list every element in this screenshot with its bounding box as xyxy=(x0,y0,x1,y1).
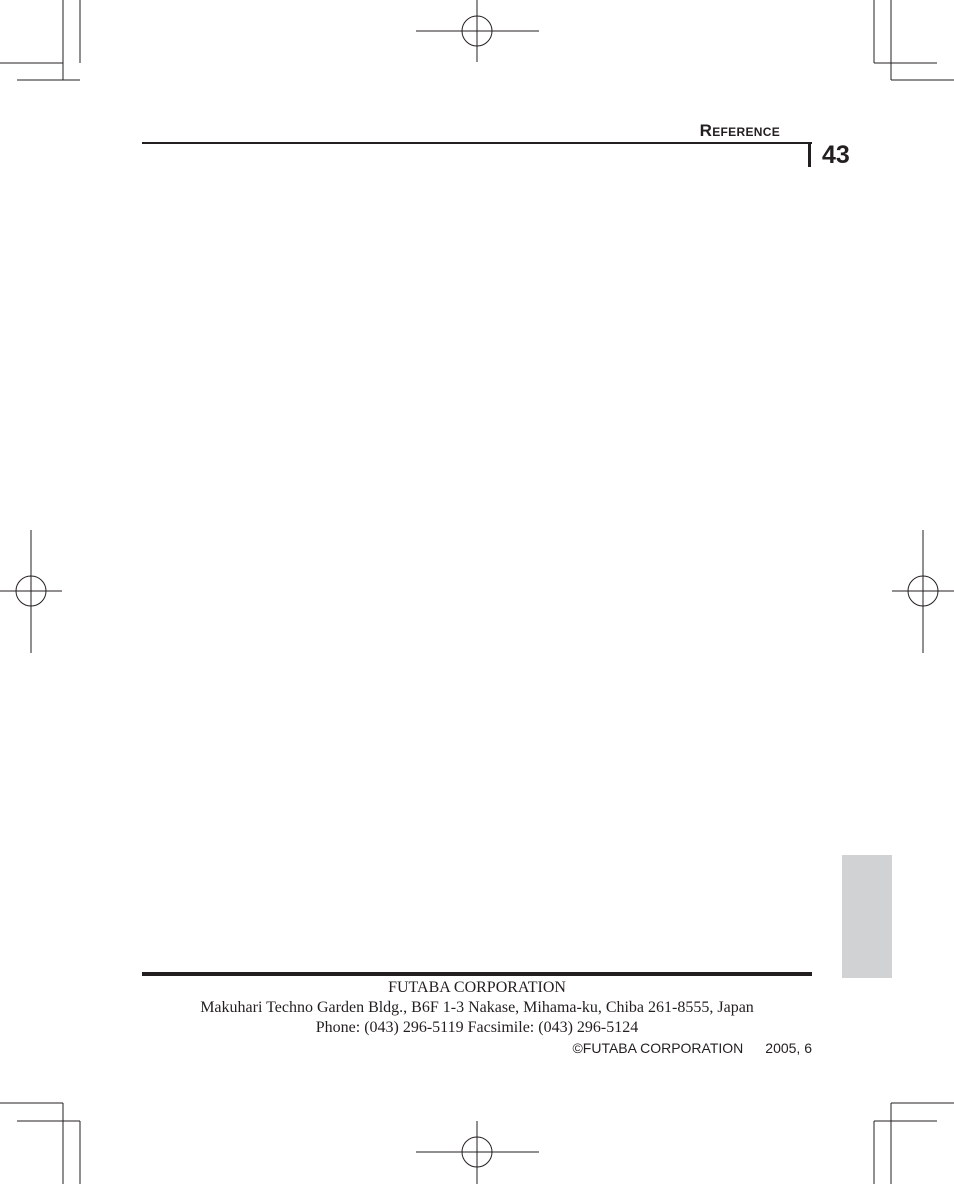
page-number-tick xyxy=(808,144,811,167)
section-title: Reference xyxy=(699,121,780,140)
copyright-line xyxy=(572,1039,812,1057)
registration-mark-top xyxy=(416,0,539,62)
crop-mark-bottom-right xyxy=(874,1103,954,1184)
company-address: Makuhari Techno Garden Bldg., B6F 1-3 Nakase, Mihama-ku, Chiba 261-8555, Japan xyxy=(200,999,754,1016)
crop-mark-bottom-left xyxy=(0,1103,80,1184)
company-contact: Phone: (043) 296-5119 Facsimile: (043) 296-5124 xyxy=(315,1019,639,1036)
page-number: 43 xyxy=(822,141,850,169)
thumb-index-tab xyxy=(842,855,892,978)
company-info xyxy=(142,978,812,1038)
header-rule xyxy=(142,142,812,144)
crop-mark-top-left xyxy=(0,0,80,80)
registration-mark-left xyxy=(0,530,62,653)
registration-mark-bottom xyxy=(416,1121,539,1184)
edition-date: 2005, 6 xyxy=(765,1040,812,1056)
registration-mark-right xyxy=(892,530,954,653)
company-name: FUTABA CORPORATION xyxy=(388,979,566,996)
copyright-notice: ©FUTABA CORPORATION xyxy=(572,1040,744,1056)
crop-mark-top-right xyxy=(874,0,954,80)
footer-rule xyxy=(142,972,812,976)
